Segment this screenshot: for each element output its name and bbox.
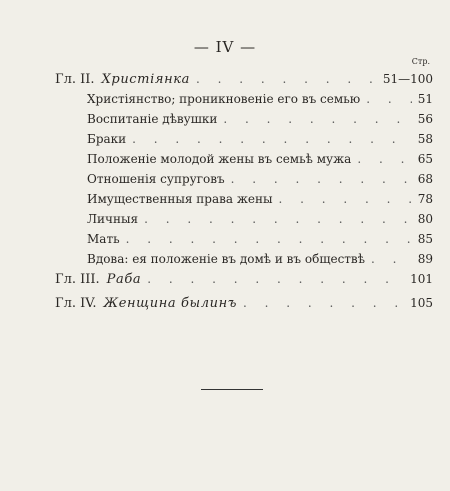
chapter-title: Раба (106, 272, 142, 287)
toc-entry (87, 172, 433, 192)
toc-entry (87, 132, 433, 152)
leader-dots (357, 152, 411, 166)
page-number: 78 (417, 192, 433, 206)
leader-dots (366, 92, 412, 106)
page-number: 89 (417, 252, 433, 266)
leader-dots (126, 232, 412, 246)
leader-dots (132, 132, 412, 146)
chapter-number: Гл. II. (55, 72, 95, 87)
toc-entry (87, 112, 433, 132)
page-number: 105 (410, 296, 433, 310)
page-numeral: — IV — (193, 38, 257, 56)
leader-dots (243, 296, 404, 310)
toc-entry (87, 152, 433, 172)
section-divider (201, 389, 263, 390)
leader-dots (279, 192, 412, 206)
toc-entry (87, 252, 433, 272)
leader-dots (231, 172, 412, 186)
page-number: 101 (410, 272, 433, 286)
page-number: 68 (417, 172, 433, 186)
chapter-title: Женщина былинъ (103, 296, 238, 311)
entry-title: Христіянство; проникновеніе его въ семью (87, 92, 361, 106)
entry-title: Воспитаніе дѣвушки (87, 112, 218, 126)
page-number: 85 (417, 232, 433, 246)
chapter-number: Гл. III. (55, 272, 100, 287)
page-number: 65 (417, 152, 433, 166)
toc-entry (87, 192, 433, 212)
leader-dots (371, 252, 412, 266)
toc-entry (87, 232, 433, 252)
toc-chapter (55, 296, 433, 316)
toc-entry (87, 212, 433, 232)
leader-dots (147, 272, 404, 286)
leader-dots (144, 212, 412, 226)
leader-dots (196, 72, 377, 86)
toc-entry (87, 92, 433, 112)
toc-chapter (55, 272, 433, 292)
entry-title: Мать (87, 232, 120, 246)
toc-chapter (55, 72, 433, 92)
page-number: 51 (417, 92, 433, 106)
entry-title: Вдова: ея положеніе въ домѣ и въ обществѣ (87, 252, 365, 266)
page-number: 58 (417, 132, 433, 146)
entry-title: Браки (87, 132, 127, 146)
page-number: 80 (417, 212, 433, 226)
chapter-title: Христіянка (101, 72, 190, 87)
entry-title: Имущественныя права жены (87, 192, 273, 206)
entry-title: Личныя (87, 212, 139, 226)
page-column-label: Стр. (411, 57, 430, 66)
page-number: 56 (417, 112, 433, 126)
page-number: 51—100 (382, 72, 433, 86)
leader-dots (223, 112, 411, 126)
entry-title: Положеніе молодой жены въ семьѣ мужа (87, 152, 352, 166)
entry-title: Отношенія супруговъ (87, 172, 225, 186)
chapter-number: Гл. IV. (55, 296, 97, 311)
